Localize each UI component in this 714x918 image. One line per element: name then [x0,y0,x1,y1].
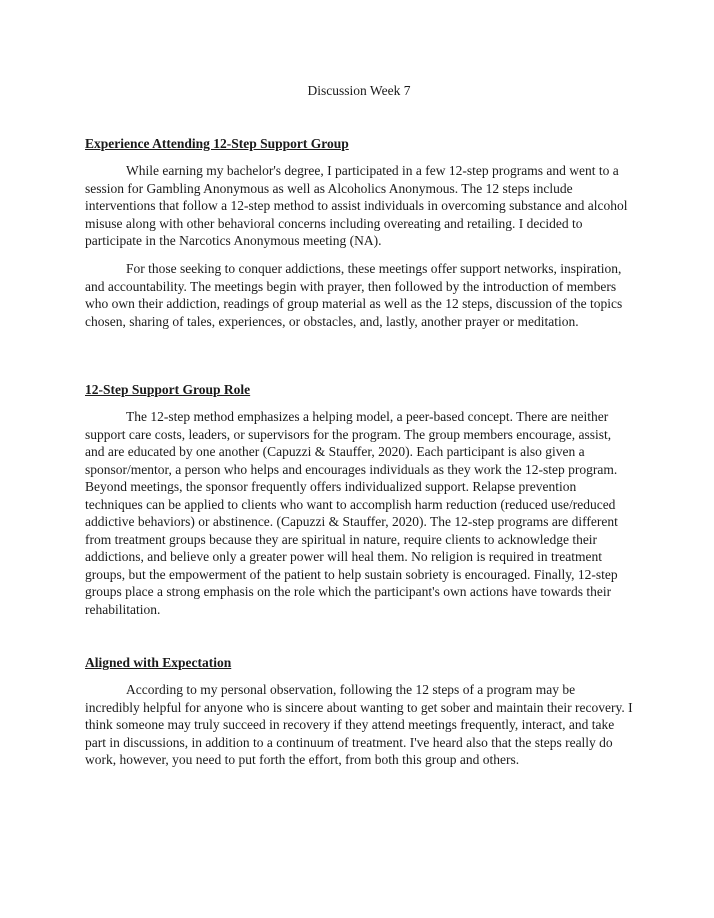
section-heading-expectation: Aligned with Expectation [85,655,232,670]
paragraph: The 12-step method emphasizes a helping model, a peer-based concept. There are neither support care costs, leaders, or supervisors for the program. The group members encourage, assist, and are educated by one another (Capuzzi & Stauffer, 2020). Each participant is also given a sponsor/mentor, a person who helps and encourages individuals as they work the 12-step program. Beyond meetings, the sponsor frequently offers individualized support. Relapse prevention techniques can be applied to clients who want to accomplish harm reduction (reduced use/reduced addictive behaviors) or abstinence. (Capuzzi & Stauffer, 2020). The 12-step programs are different from treatment groups because they are spiritual in nature, require clients to acknowledge their addictions, and believe only a greater power will heal them. No religion is required in treatment groups, but the empowerment of the patient to help sustain sobriety is encouraged. Finally, 12-step groups place a strong emphasis on the role which the participant's own actions have towards their rehabilitation. [85,409,618,617]
section-heading-role: 12-Step Support Group Role [85,382,251,397]
paragraph: According to my personal observation, following the 12 steps of a program may be incredibly helpful for anyone who is sincere about wanting to get sober and maintain their recovery. I think someone may truly succeed in recovery if they attend meetings frequently, interact, and take part in discussions, in addition to a continuum of treatment. I've heard also that the steps really do work, however, you need to put forth the effort, from both this group and others. [85,682,633,767]
document-title: Discussion Week 7 [307,83,411,98]
section-heading-experience: Experience Attending 12-Step Support Group [85,136,349,151]
paragraph: While earning my bachelor's degree, I participated in a few 12-step programs and went to a session for Gambling Anonymous as well as Alcoholics Anonymous. The 12 steps include interventions that follow a 12-step method to assist individuals in overcoming substance and alcohol misuse along with other behavioral concerns including overeating and retailing. I decided to participate in the Narcotics Anonymous meeting (NA). [85,163,628,248]
paragraph: For those seeking to conquer addictions, these meetings offer support networks, inspiration, and accountability. The meetings begin with prayer, then followed by the introduction of members who own their addiction, readings of group material as well as the 12 steps, discussion of the topics chosen, sharing of tales, experiences, or obstacles, and, lastly, another prayer or meditation. [85,261,623,329]
